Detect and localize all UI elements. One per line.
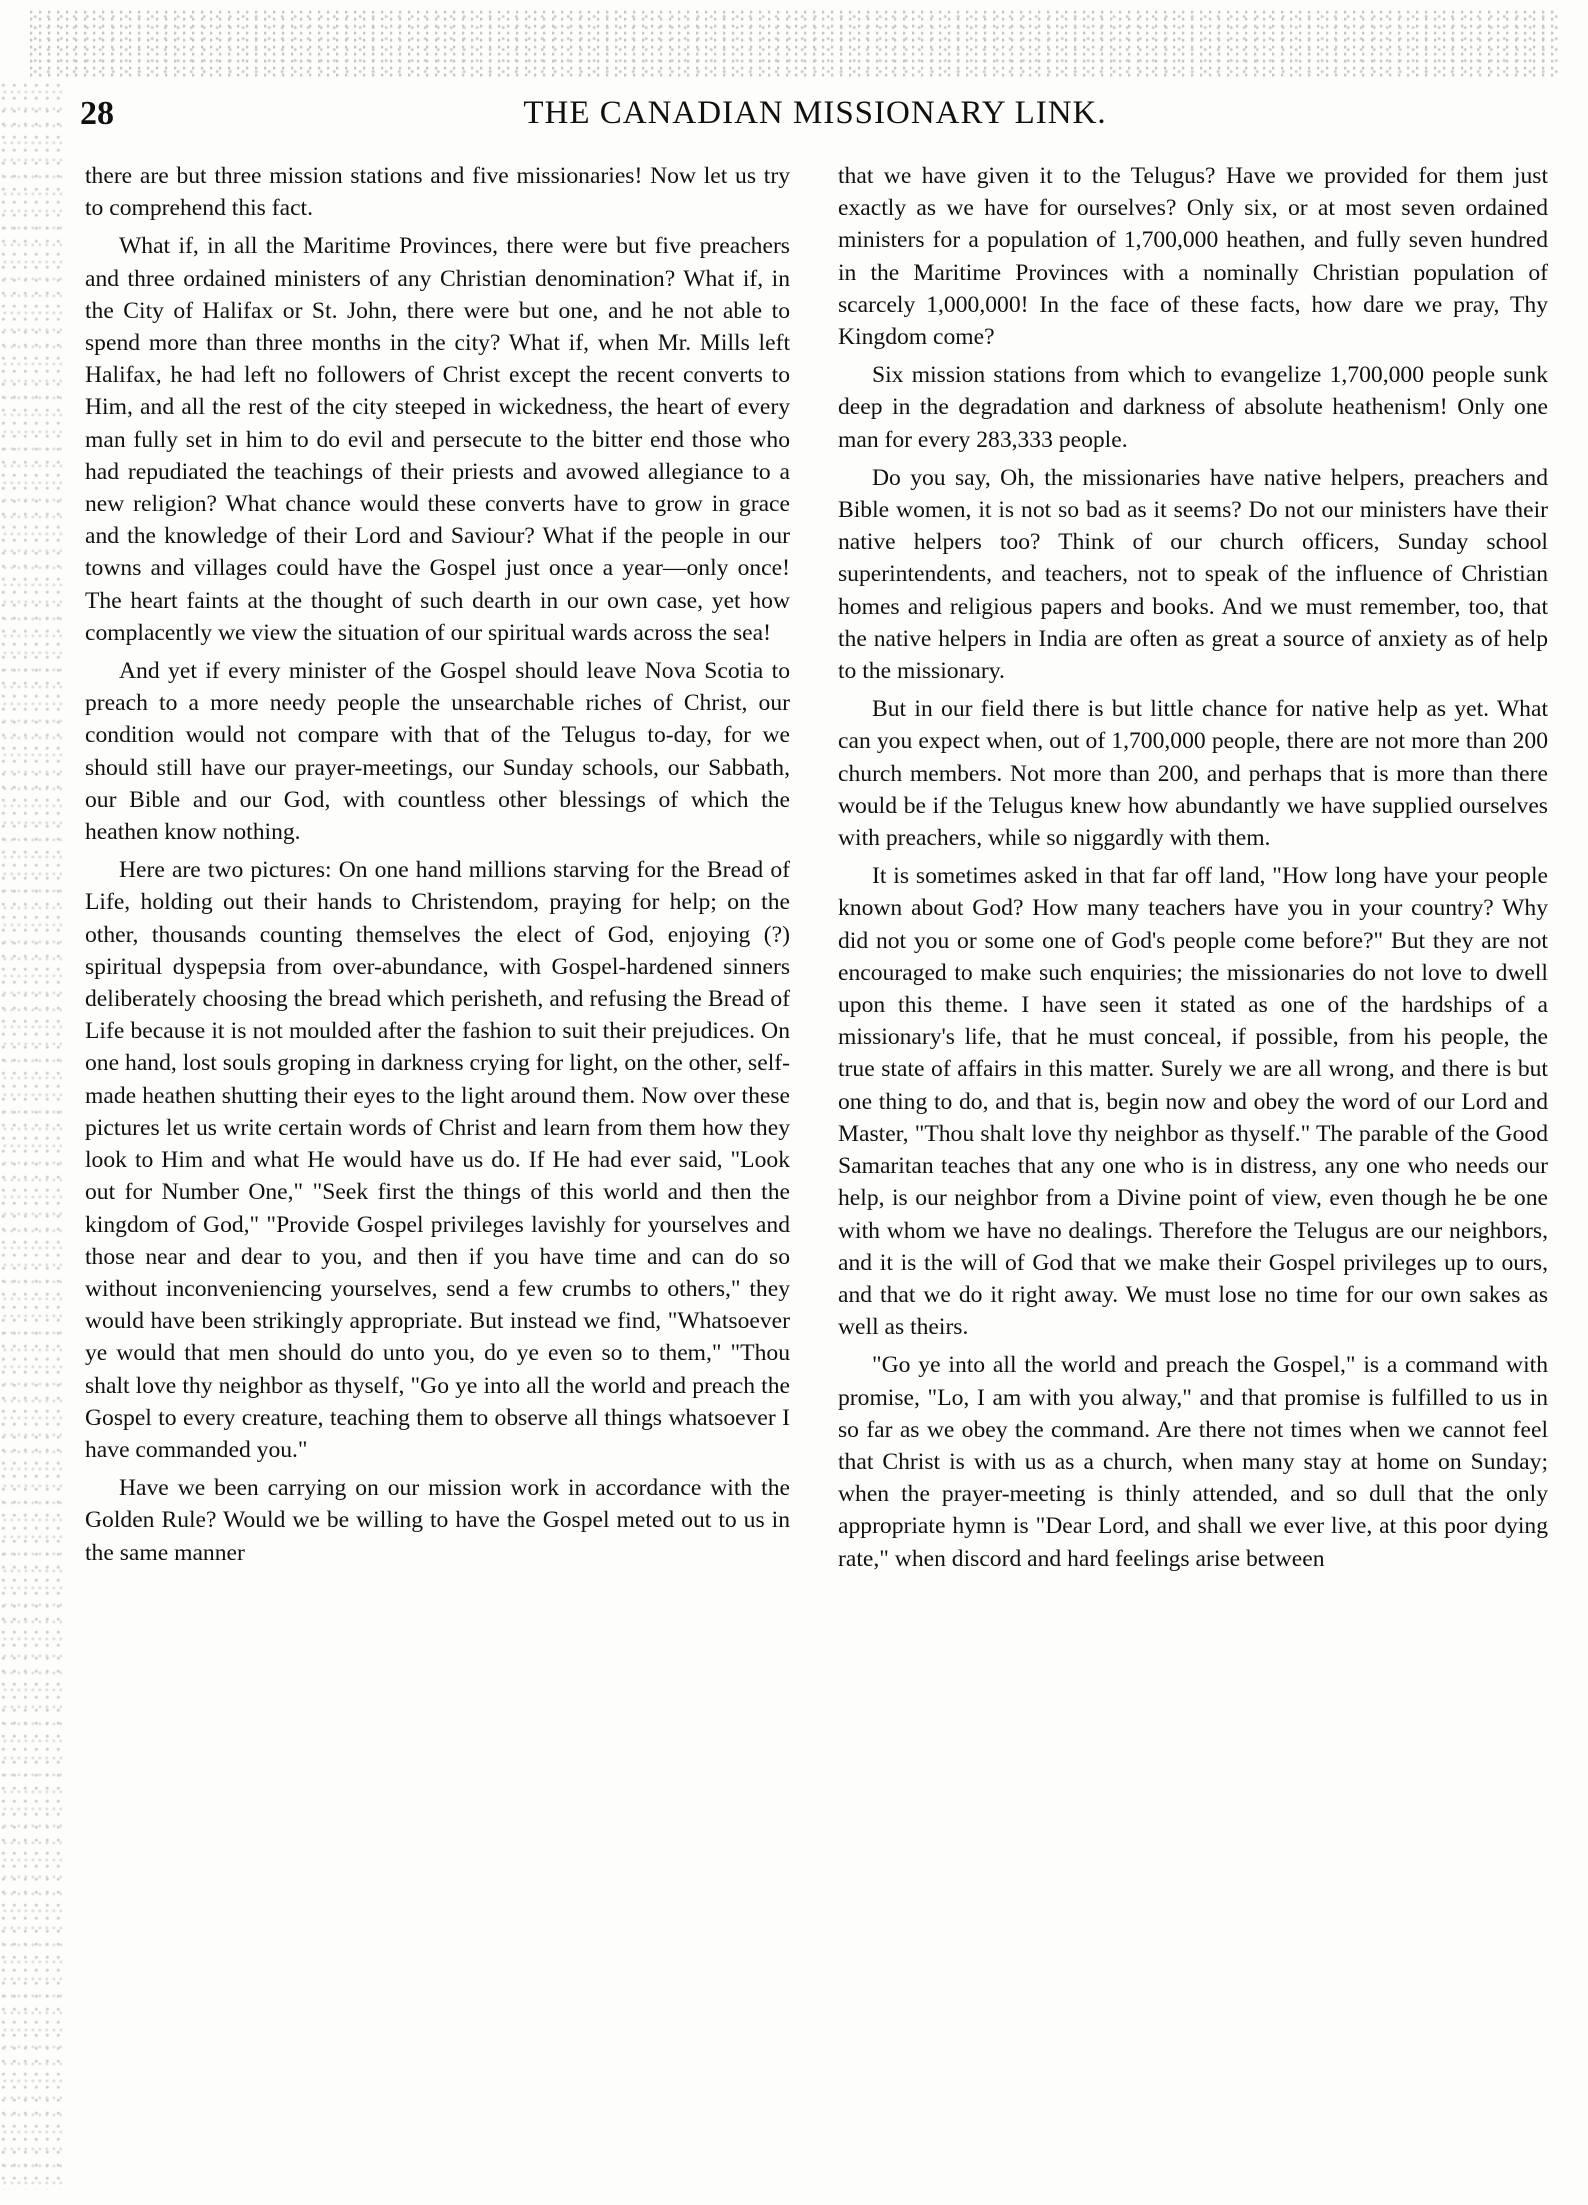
paragraph: Six mission stations from which to evangelize 1,700,000 people sunk deep in the degradation and darkness of absolute heathenism! Only one man for every 283,333 people. [838, 362, 1548, 453]
paragraph: It is sometimes asked in that far off land, "How long have your people known about God? How many teachers have you in your country? Why did not you or some one of God's people come before?" But they are not encouraged to make such enquiries; the missionaries do not love to dwell upon this theme. I have seen it stated as one of the hardships of a missionary's life, that he must conceal, if possible, from his people, the true state of affairs in this matter. Surely we are all wrong, and there is but one thing to do, and that is, begin now and obey the word of our Lord and Master, "Thou shalt love thy neighbor as thyself." The parable of the Good Samaritan teaches that any one who is in distress, any one who needs our help, is our neighbor from a Divine point of view, even though he be one with whom we have no dealings. Therefore the Telugus are our neighbors, and it is the will of God that we make their Gospel privileges up to ours, and that we do it right away. We must lose no time for our own sakes as well as theirs. [838, 863, 1548, 1341]
paragraph: that we have given it to the Telugus? Have we provided for them just exactly as we have for ourselves? Only six, or at most seven ordained ministers for a population of 1,700,000 heathen, and fully seven hundred in the Maritime Provinces with a nominally Christian population of scarcely 1,000,000! In the face of these facts, how dare we pray, Thy Kingdom come? [838, 163, 1548, 351]
paragraph: there are but three mission stations and five missionaries! Now let us try to comprehend this fact. [85, 163, 790, 222]
paragraph: Here are two pictures: On one hand millions starving for the Bread of Life, holding out their hands to Christendom, praying for help; on the other, thousands counting themselves the elect of God, enjoying (?) spiritual dyspepsia from over-abundance, with Gospel-hardened sinners deliberately choosing the bread which perisheth, and refusing the Bread of Life because it is not moulded after the fashion to suit their prejudices. On one hand, lost souls groping in darkness crying for light, on the other, self-made heathen shutting their eyes to the light around them. Now over these pictures let us write certain words of Christ and learn from them how they look to Him and what He would have us do. If He had ever said, "Look out for Number One," "Seek first the things of this world and then the kingdom of God," "Provide Gospel privileges lavishly for yourselves and those near and dear to you, and then if you have time and can do so without inconveniencing yourselves, send a few crumbs to others," they would have been strikingly appropriate. But instead we find, "Whatsoever ye would that men should do unto you, do ye even so to them," "Thou shalt love thy neighbor as thyself, "Go ye into all the world and preach the Gospel to every creature, teaching them to observe all things whatsoever I have commanded you." [85, 857, 790, 1463]
right-column [838, 160, 1548, 1575]
paragraph: And yet if every minister of the Gospel should leave Nova Scotia to preach to a more needy people the unsearchable riches of Christ, our condition would not compare with that of the Telugus to-day, for we should still have our prayer-meetings, our Sunday schools, our Sabbath, our Bible and our God, with countless other blessings of which the heathen know nothing. [85, 658, 790, 846]
page-number: 28 [80, 95, 114, 132]
paragraph: Do you say, Oh, the missionaries have native helpers, preachers and Bible women, it is not so bad as it seems? Do not our ministers have their native helpers too? Think of our church officers, Sunday school superintendents, and teachers, not to speak of the influence of Christian homes and religious papers and books. And we must remember, too, that the native helpers in India are often as great a source of anxiety as of help to the missionary. [838, 464, 1548, 685]
page-title: THE CANADIAN MISSIONARY LINK. [523, 95, 1107, 131]
scan-noise-top [30, 10, 1560, 80]
left-column [85, 160, 790, 1569]
paragraph: "Go ye into all the world and preach the Gospel," is a command with promise, "Lo, I am with you alway," and that promise is fulfilled to us in so far as we obey the command. Are there not times when we cannot feel that Christ is with us as a church, when many stay at home on Sunday; when the prayer-meeting is thinly attended, and so dull that the only appropriate hymn is "Dear Lord, and shall we ever live, at this poor dying rate," when discord and hard feelings arise between [838, 1352, 1548, 1572]
scan-noise-left-margin [0, 80, 62, 2190]
paragraph: But in our field there is but little chance for native help as yet. What can you expect when, out of 1,700,000 people, there are not more than 200 church members. Not more than 200, and perhaps that is more than there would be if the Telugus knew how abundantly we have supplied ourselves with preachers, while so niggardly with them. [838, 696, 1548, 852]
page-header [80, 95, 1550, 145]
paragraph: What if, in all the Maritime Provinces, there were but five preachers and three ordained ministers of any Christian denomination? What if, in the City of Halifax or St. John, there were but one, and he not able to spend more than three months in the city? What if, when Mr. Mills left Halifax, he had left no followers of Christ except the recent converts to Him, and all the rest of the city steeped in wickedness, the heart of every man fully set in him to do evil and persecute to the bitter end those who had repudiated the teachings of their priests and avowed allegiance to a new religion? What chance would these converts have to grow in grace and the knowledge of their Lord and Saviour? What if the people in our towns and villages could have the Gospel just once a year—only once! The heart faints at the thought of such dearth in our own case, yet how complacently we view the situation of our spiritual wards across the sea! [85, 233, 790, 646]
paragraph: Have we been carrying on our mission work in accordance with the Golden Rule? Would we be willing to have the Gospel meted out to us in the same manner [85, 1475, 790, 1566]
